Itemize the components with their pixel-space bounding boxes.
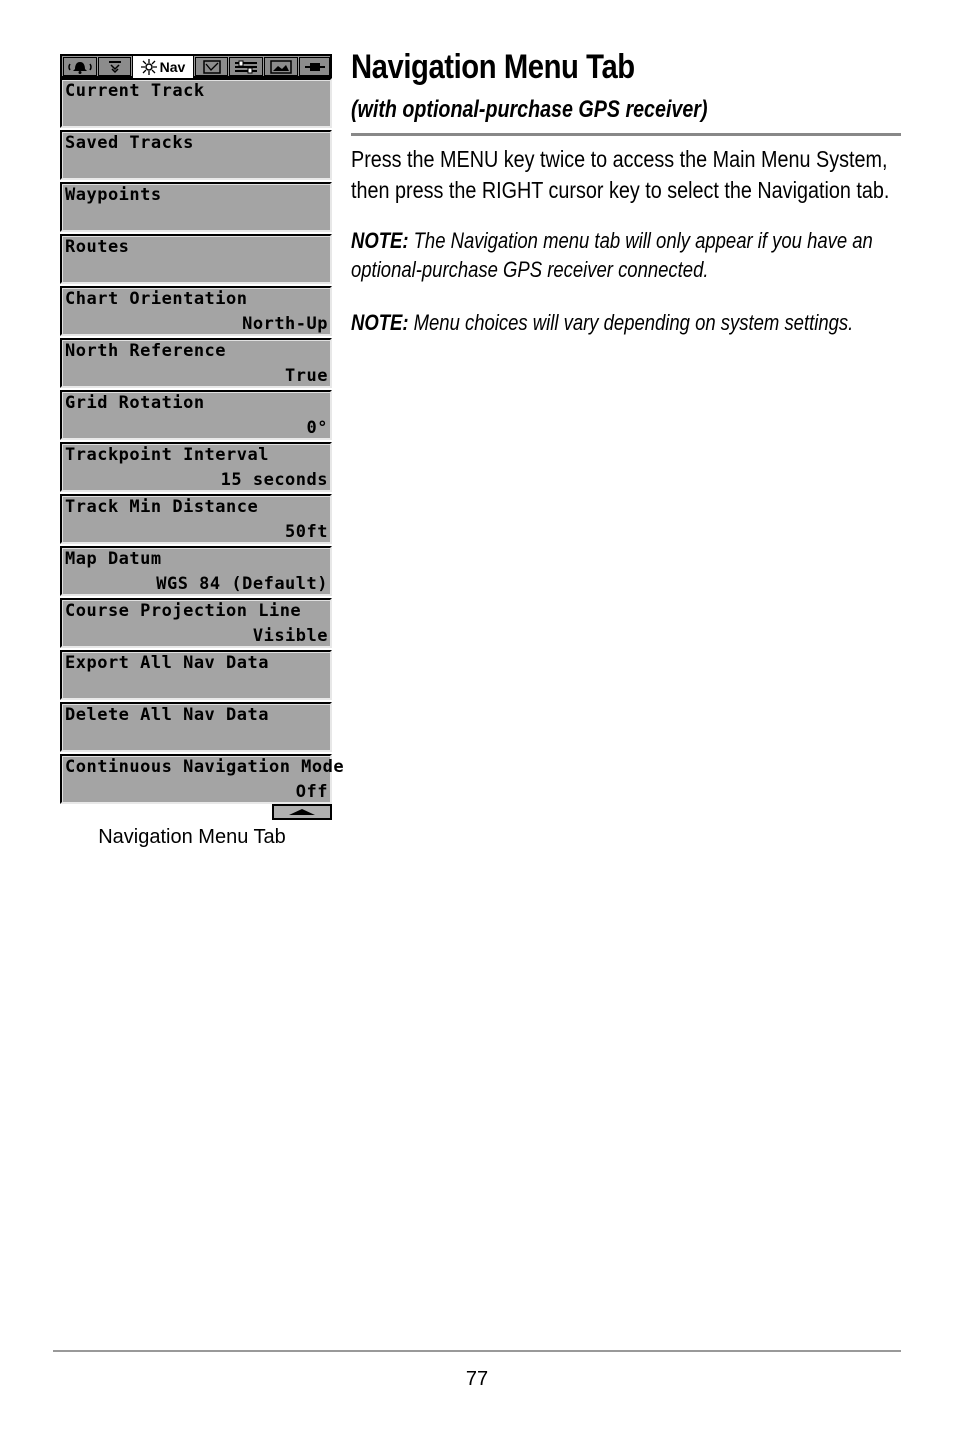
- scroll-up-button[interactable]: [272, 804, 332, 820]
- menu-item-value: True: [285, 366, 328, 386]
- menu-item-value: WGS 84 (Default): [156, 574, 328, 594]
- menu-item-label: Export All Nav Data: [65, 653, 269, 673]
- note-label: NOTE:: [351, 228, 409, 253]
- tab-views[interactable]: [264, 57, 298, 76]
- page-subtitle: (with optional-purchase GPS receiver): [351, 96, 708, 123]
- menu-item-map-datum[interactable]: [60, 546, 332, 596]
- nav-menu-list: [60, 78, 345, 806]
- page-number: 77: [465, 1368, 489, 1390]
- menu-item-label: North Reference: [65, 341, 227, 361]
- footer-divider: [53, 1350, 901, 1352]
- menu-item-label: Delete All Nav Data: [65, 705, 269, 725]
- note-menu-choices: [351, 308, 889, 337]
- menu-item-export-all-nav-data[interactable]: [60, 650, 332, 700]
- menu-item-value: North-Up: [242, 314, 328, 334]
- menu-item-grid-rotation[interactable]: [60, 390, 332, 440]
- menu-item-delete-all-nav-data[interactable]: [60, 702, 332, 752]
- accessories-icon: [304, 60, 326, 74]
- menu-item-current-track[interactable]: [60, 78, 332, 128]
- tab-nav[interactable]: [132, 55, 194, 78]
- figure-caption: Navigation Menu Tab: [98, 826, 286, 848]
- alarm-icon: [67, 60, 93, 74]
- menu-item-chart-orientation[interactable]: [60, 286, 332, 336]
- tab-nav-label: Nav: [159, 59, 186, 75]
- menu-tab-bar: [60, 54, 332, 78]
- menu-item-label: Track Min Distance: [65, 497, 259, 517]
- menu-item-value: 50ft: [285, 522, 328, 542]
- menu-item-value: Visible: [252, 626, 328, 646]
- menu-item-label: Grid Rotation: [65, 393, 205, 413]
- tab-chart[interactable]: [195, 57, 228, 76]
- menu-item-value: 0°: [306, 418, 328, 438]
- navigation-menu-figure: [60, 54, 345, 820]
- tab-accessories[interactable]: [299, 57, 330, 76]
- menu-item-trackpoint-interval[interactable]: [60, 442, 332, 492]
- menu-item-track-min-distance[interactable]: [60, 494, 332, 544]
- tab-sonar[interactable]: [98, 57, 131, 76]
- note-label: NOTE:: [351, 310, 409, 335]
- menu-item-label: Routes: [65, 237, 130, 257]
- menu-item-label: Course Projection Line: [65, 601, 302, 621]
- nav-icon: [141, 59, 157, 75]
- menu-item-continuous-navigation-mode[interactable]: [60, 754, 345, 804]
- chart-icon: [202, 60, 222, 74]
- menu-item-label: Map Datum: [65, 549, 162, 569]
- menu-item-label: Waypoints: [65, 185, 162, 205]
- menu-item-value: Off: [295, 782, 328, 802]
- setup-icon: [233, 60, 259, 74]
- views-icon: [269, 60, 293, 74]
- page-title: Navigation Menu Tab: [351, 48, 635, 86]
- sonar-icon: [105, 60, 125, 74]
- menu-item-course-projection-line[interactable]: [60, 598, 332, 648]
- menu-item-waypoints[interactable]: [60, 182, 332, 232]
- menu-item-value: 15 seconds: [220, 470, 328, 490]
- menu-item-label: Trackpoint Interval: [65, 445, 269, 465]
- tab-alarms[interactable]: [63, 57, 97, 76]
- tab-setup[interactable]: [229, 57, 263, 76]
- intro-paragraph: Press the MENU key twice to access the Main Menu System, then press the RIGHT cursor key to select the Navigation tab.: [351, 146, 890, 203]
- menu-item-label: Chart Orientation: [65, 289, 248, 309]
- note-gps-receiver: [351, 226, 889, 284]
- menu-item-north-reference[interactable]: [60, 338, 332, 388]
- scroll-up-arrow-icon: [287, 808, 317, 816]
- menu-item-label: Current Track: [65, 81, 205, 101]
- menu-item-label: Continuous Navigation Mode: [65, 757, 345, 777]
- note-text: Menu choices will vary depending on system settings.: [408, 310, 854, 335]
- menu-item-routes[interactable]: [60, 234, 332, 284]
- menu-item-saved-tracks[interactable]: [60, 130, 332, 180]
- title-divider: [351, 133, 901, 136]
- note-text: The Navigation menu tab will only appear if you have an optional-purchase GPS receiver connected.: [351, 228, 873, 282]
- menu-item-label: Saved Tracks: [65, 133, 194, 153]
